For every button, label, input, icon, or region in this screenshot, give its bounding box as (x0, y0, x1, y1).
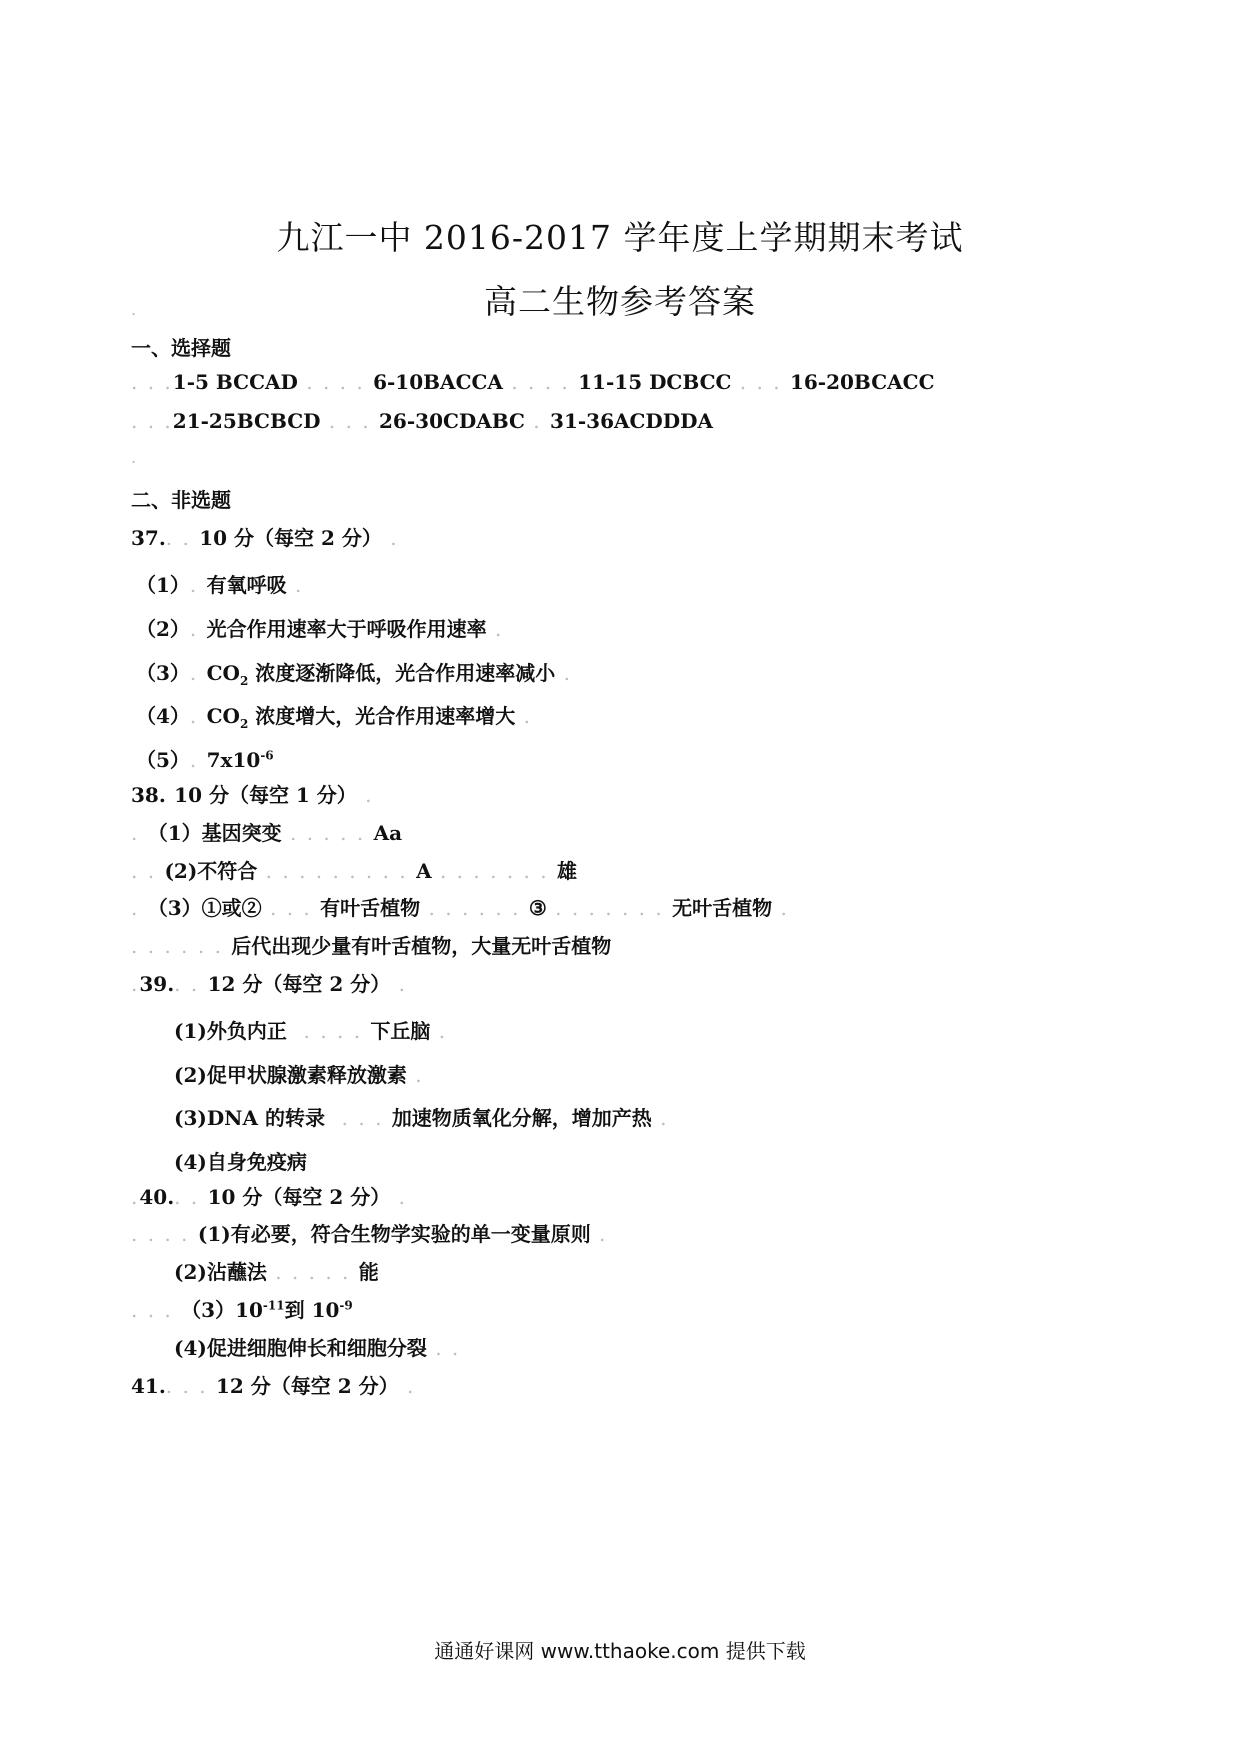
question-37-header: 37.. . 10 分（每空 2 分） . (131, 526, 399, 550)
q38-answer-3: . （3）①或② . . . 有叶舌植物 . . . . . . ③ . . . . . . . 无叶舌植物 . (131, 896, 789, 920)
answer-group: 1-5 BCCAD (172, 370, 298, 394)
q38-answer-4: . . . . . . 后代出现少量有叶舌植物，大量无叶舌植物 (131, 934, 612, 958)
answer-group: 16-20BCACC (789, 370, 935, 394)
q37-answer-4: （4）. $CO_2$ 浓度增大，光合作用速率增大 . (136, 704, 533, 731)
question-39-header: .39.. . 12 分（每空 2 分） . (131, 972, 407, 996)
q37-answer-2: （2）. 光合作用速率大于呼吸作用速率 . (136, 617, 504, 641)
q38-answer-1: . （1）基因突变 . . . . . Aa (131, 821, 403, 845)
q39-answer-2: (2)促甲状腺激素释放激素 . (174, 1063, 424, 1087)
question-38-header: 38. 10 分（每空 1 分） . (131, 783, 374, 807)
q40-answer-2: (2)沾蘸法 . . . . . 能 (174, 1260, 379, 1284)
q40-answer-1: . . . . (1)有必要，符合生物学实验的单一变量原则 . (131, 1222, 608, 1246)
q37-answer-1: （1）. 有氧呼吸 . (136, 573, 304, 597)
answer-group: 21-25BCBCD (172, 409, 321, 433)
q37-answer-3: （3）. $CO_2$ 浓度逐渐降低，光合作用速率减小 . (136, 661, 573, 688)
q40-answer-3: . . . $(3)10^{-11}$到 $10^{-9}$ (131, 1298, 353, 1322)
exam-title: 九江一中 2016-2017 学年度上学期期末考试 (276, 218, 964, 257)
exam-subtitle: 高二生物参考答案 (484, 282, 756, 321)
q39-answer-4: (4)自身免疫病 (174, 1150, 307, 1174)
scan-dot: . (131, 300, 137, 319)
q39-answer-3: (3)DNA 的转录 . . . 加速物质氧化分解，增加产热 . (174, 1106, 669, 1130)
answer-group: 11-15 DCBCC (578, 370, 732, 394)
section-heading-choice: 一、选择题 (131, 336, 231, 360)
scan-dot: . (131, 448, 137, 467)
q40-answer-4: (4)促进细胞伸长和细胞分裂 . . (174, 1336, 461, 1360)
question-41-header: 41.. . . 12 分（每空 2 分） . (131, 1374, 416, 1398)
q39-answer-1: (1)外负内正 . . . . 下丘脑 . (174, 1019, 448, 1043)
choice-answers-row-1: . . .1-5 BCCAD . . . . 6-10BACCA . . . . 11-15 DCBCC . . . 16-20BCACC (131, 370, 935, 394)
question-40-header: .40.. . 10 分（每空 2 分） . (131, 1185, 407, 1209)
footer-source: 通通好课网 www.tthaoke.com 提供下载 (434, 1639, 806, 1663)
section-heading-nonchoice: 二、非选题 (131, 488, 231, 512)
answer-group: 6-10BACCA (373, 370, 503, 394)
answer-group: 31-36ACDDDA (550, 409, 713, 433)
answer-group: 26-30CDABC (379, 409, 525, 433)
q37-answer-5: （5）. $7x10^{-6}$ (136, 748, 274, 772)
choice-answers-row-2: . . .21-25BCBCD . . . 26-30CDABC . 31-36ACDDDA (131, 409, 713, 433)
q38-answer-2: . . (2)不符合 . . . . . . . . . A . . . . . . . 雄 (131, 859, 577, 883)
